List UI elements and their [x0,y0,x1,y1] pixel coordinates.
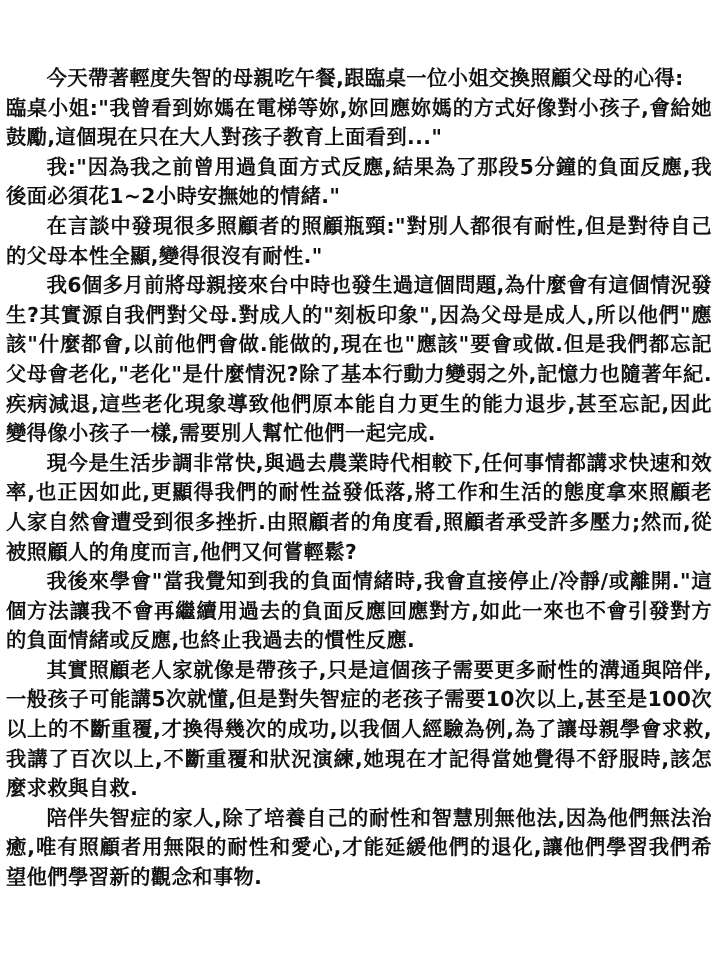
page-bottom-margin [0,920,716,960]
paragraph-like-children: 其實照顧老人家就像是帶孩子,只是這個孩子需要更多耐性的溝通與陪伴,一般孩子可能講5次就懂,但是對失智症的老孩子需要10次以上,甚至是100次以上的不斷重覆,才換得幾次的成功,以我個人經驗為例,為了讓母親學會求救,我講了百次以上,不斷重覆和狀況演練,她現在才記得當她覺得不舒服時,該怎麼求救與自救. [6,657,712,801]
paragraph-stereotype: 我6個多月前將母親接來台中時也發生過這個問題,為什麼會有這個情況發生?其實源自我們對父母.對成人的"刻板印象",因為父母是成人,所以他們"應該"什麼都會,以前他們會做.能做的,現在也"應該"要會或做.但是我們都忘記父母會老化,"老化"是什麼情況?除了基本行動力變弱之外,記憶力也隨著年紀.疾病減退,這些老化現象導致他們原本能自力更生的能力退步,甚至忘記,因此變得像小孩子一樣,需要別人幫忙他們一起完成. [6,273,712,446]
article-body [6,64,712,893]
paragraph-learned-method: 我後來學會"當我覺知到我的負面情緒時,我會直接停止/冷靜/或離開."這個方法讓我不會再繼續用過去的負面反應回應對方,如此一來也不會引發對方的負面情緒或反應,也終止我過去的慣性反應. [6,569,712,653]
paragraph-intro: 今天帶著輕度失智的母親吃午餐,跟臨桌一位小姐交換照顧父母的心得: [46,66,684,90]
paragraph-caregiver-bottleneck: 在言談中發現很多照顧者的照顧瓶頸:"對別人都很有耐性,但是對待自己的父母本性全顯,變得很沒有耐性." [6,213,712,268]
paragraph-my-reply: 我:"因為我之前曾用過負面方式反應,結果為了那段5分鐘的負面反應,我後面必須花1~2小時安撫她的情緒." [6,154,712,209]
paragraph-modern-life: 現今是生活步調非常快,與過去農業時代相較下,任何事情都講求快速和效率,也正因如此,更顯得我們的耐性益發低落,將工作和生活的態度拿來照顧老人家自然會遭受到很多挫折.由照顧者的角度看,照顧者承受許多壓力;然而,從被照顧人的角度而言,他們又何嘗輕鬆? [6,450,712,564]
paragraph-neighbor-quote: 臨桌小姐:"我曾看到妳媽在電梯等妳,妳回應妳媽的方式好像對小孩子,會給她鼓勵,這個現在只在大人對孩子教育上面看到..." [6,95,712,150]
paragraph-conclusion: 陪伴失智症的家人,除了培養自己的耐性和智慧別無他法,因為他們無法治癒,唯有照顧者用無限的耐性和愛心,才能延緩他們的退化,讓他們學習我們希望他們學習新的觀念和事物. [6,805,712,890]
